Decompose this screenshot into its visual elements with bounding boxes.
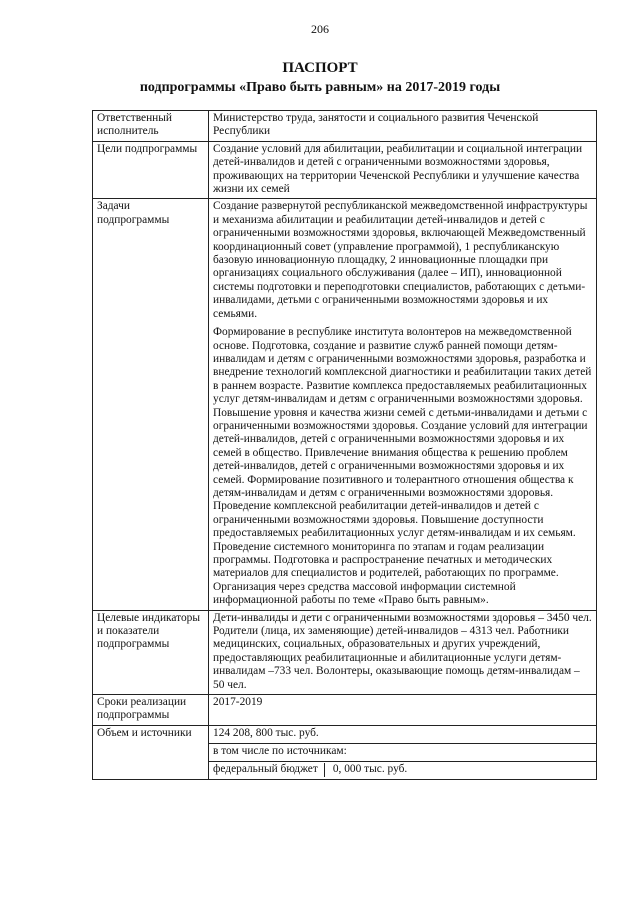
row-tasks — [93, 199, 597, 610]
passport-table — [92, 110, 597, 780]
row-value — [209, 725, 597, 779]
page-number: 206 — [311, 22, 329, 36]
row-label: Задачи подпрограммы — [93, 199, 209, 610]
row-goals — [93, 141, 597, 199]
row-label: Цели подпрограммы — [93, 141, 209, 199]
row-value — [209, 695, 597, 726]
document-subtitle: подпрограммы «Право быть равным» на 2017-2019 годы — [139, 80, 501, 95]
row-value — [209, 610, 597, 694]
row-label: Целевые индикаторы и показатели подпрограммы — [93, 610, 209, 694]
row-value — [209, 111, 597, 142]
row-timeline — [93, 695, 597, 726]
federal-budget-label: федеральный бюджет — [213, 763, 325, 777]
funding-federal-row — [209, 762, 596, 779]
row-responsible-executor — [93, 111, 597, 142]
row-paragraph: Министерство труда, занятости и социального развития Чеченской Республики — [213, 112, 539, 138]
row-funding — [93, 725, 597, 779]
row-paragraph: Создание условий для абилитации, реабилитации и социальной интеграции детей-инвалидов и детей с ограниченными возможностями здоровья, проживающих на территории Чеченской Республики и улучшение качества жизни их семей — [213, 142, 583, 196]
row-label: Ответственный исполнитель — [93, 111, 209, 142]
row-value — [209, 199, 597, 610]
row-paragraph: Создание развернутой республиканской межведомственной инфраструктуры и механизма абилитации и реабилитации детей-инвалидов и детей с ограниченными возможностями здоровья, включающей Межведомственный координационный совет (управление программой), 1 республиканскую базовую инновационную площадку, 2 инновационные площадки при организациях социального обслуживания (далее – ИП), инновационной системы подготовки и переподготовки специалистов, работающих с детьми-инвалидами, детьми с ограниченными возможностями здоровья и их семьями. — [213, 200, 588, 320]
federal-budget-value: 0, 000 тыс. руб. — [332, 762, 408, 775]
row-label: Сроки реализации подпрограммы — [93, 695, 209, 726]
row-label: Объем и источники — [93, 725, 209, 779]
funding-sources-label: в том числе по источникам: — [209, 744, 596, 762]
row-indicators — [93, 610, 597, 694]
funding-total: 124 208, 800 тыс. руб. — [209, 726, 596, 744]
row-value — [209, 141, 597, 199]
row-paragraph: Формирование в республике института волонтеров на межведомственной основе. Подготовка, создание и развитие служб ранней помощи детям-инвалидам и детям с ограниченными возможностями здоровья, разработка и внедрение технологий комплексной диагностики и реабилитации таких детей в раннем возрасте. Развитие комплекса предоставляемых реабилитационных услуг детям-инвалидам и детям с ограниченными возможностями здоровья. Повышение уровня и качества жизни семей с детьми-инвалидами и детьми с ограниченными возможностями здоровья. Создание условий для интеграции детей-инвалидов, детей с ограниченными возможностями здоровья и их семей в общество. Привлечение внимания общества к решению проблем детей-инвалидов, детей с ограниченными возможностями здоровья и их семей. Формирование позитивного и толерантного отношения общества к детям-инвалидам и детям с ограниченными возможностями здоровья. Проведение комплексной реабилитации детей-инвалидов и детей с ограниченными возможностями здоровья. Повышение доступности предоставляемых реабилитационных услуг детям-инвалидам и их семьям. Проведение системного мониторинга по этапам и годам реализации программы. Подготовка и распространение печатных и методических материалов для специалистов и родителей, работающих по программе. Организация через средства массовой информации системной информационной работы по теме «Право быть равным». — [213, 326, 592, 607]
row-paragraph: Дети-инвалиды и дети с ограниченными возможностями здоровья – 3450 чел. Родители (лица, их заменяющие) детей-инвалидов – 4313 чел. Работники медицинских, социальных, образовательных и других учреждений, предоставляющих реабилитационные и абилитационные услуги детям-инвалидам –733 чел. Волонтеры, оказывающие помощь детям-инвалидам – 50 чел. — [213, 611, 592, 691]
document-title: ПАСПОРТ — [282, 60, 358, 76]
row-paragraph: 2017-2019 — [213, 696, 263, 709]
